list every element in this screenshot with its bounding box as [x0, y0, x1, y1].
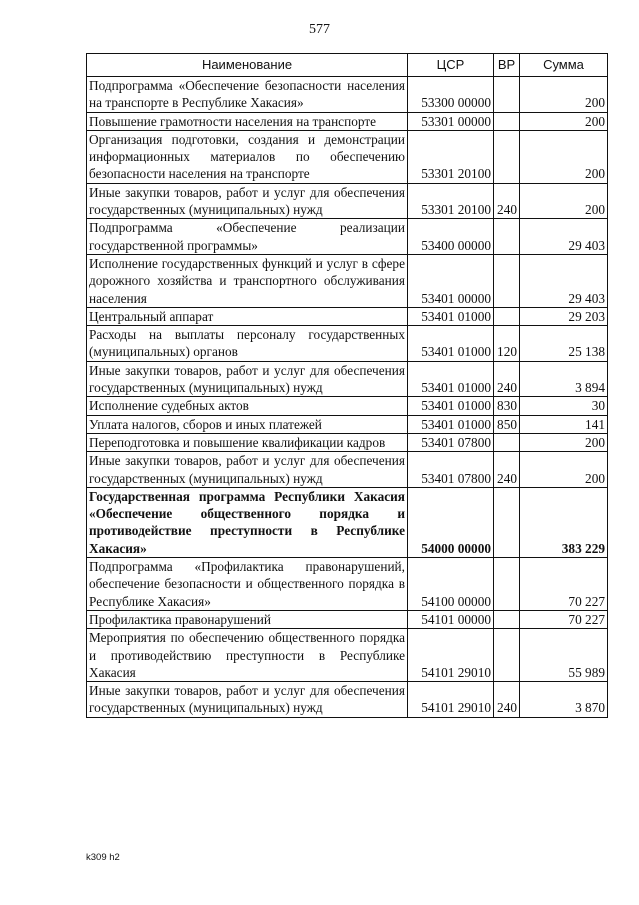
cell-vr [494, 112, 520, 130]
cell-vr [494, 610, 520, 628]
table-row [87, 254, 608, 307]
cell-csr: 53301 20100 [408, 130, 494, 183]
cell-vr [494, 558, 520, 611]
cell-csr: 53401 01000 [408, 307, 494, 325]
cell-vr: 240 [494, 682, 520, 718]
table-row [87, 326, 608, 362]
table-row [87, 307, 608, 325]
cell-vr [494, 307, 520, 325]
cell-name: Иные закупки товаров, работ и услуг для обеспечения государственных (муниципальных) нужд [87, 452, 408, 488]
cell-sum: 29 403 [520, 219, 608, 255]
cell-name: Исполнение государственных функций и услуг в сфере дорожного хозяйства и транспортного обслуживания населения [87, 254, 408, 307]
table-row [87, 487, 608, 557]
table-row [87, 112, 608, 130]
cell-sum: 30 [520, 397, 608, 415]
cell-sum: 3 894 [520, 361, 608, 397]
cell-vr [494, 219, 520, 255]
cell-name: Расходы на выплаты персоналу государственных (муниципальных) органов [87, 326, 408, 362]
cell-vr [494, 487, 520, 557]
header-csr: ЦСР [408, 54, 494, 77]
cell-sum: 141 [520, 415, 608, 433]
cell-vr [494, 433, 520, 451]
cell-csr: 53300 00000 [408, 77, 494, 113]
cell-sum: 25 138 [520, 326, 608, 362]
cell-vr: 240 [494, 183, 520, 219]
cell-name: Мероприятия по обеспечению общественного порядка и противодействию преступности в Республике Хакасия [87, 629, 408, 682]
cell-csr: 53401 01000 [408, 361, 494, 397]
cell-vr [494, 130, 520, 183]
table-row [87, 682, 608, 718]
cell-name: Иные закупки товаров, работ и услуг для обеспечения государственных (муниципальных) нужд [87, 183, 408, 219]
cell-csr: 53401 07800 [408, 433, 494, 451]
table-row [87, 397, 608, 415]
header-sum: Сумма [520, 54, 608, 77]
cell-sum: 200 [520, 112, 608, 130]
cell-sum: 383 229 [520, 487, 608, 557]
table-row [87, 183, 608, 219]
cell-sum: 200 [520, 433, 608, 451]
cell-vr: 240 [494, 452, 520, 488]
table-row [87, 558, 608, 611]
header-vr: ВР [494, 54, 520, 77]
cell-csr: 54101 29010 [408, 629, 494, 682]
cell-sum: 200 [520, 130, 608, 183]
footer-code: k309 h2 [86, 852, 120, 863]
cell-sum: 55 989 [520, 629, 608, 682]
cell-name: Профилактика правонарушений [87, 610, 408, 628]
cell-csr: 53401 01000 [408, 397, 494, 415]
cell-vr [494, 254, 520, 307]
cell-sum: 3 870 [520, 682, 608, 718]
cell-csr: 54101 00000 [408, 610, 494, 628]
budget-table [86, 53, 608, 718]
cell-csr: 53401 01000 [408, 326, 494, 362]
cell-vr [494, 629, 520, 682]
table-row [87, 629, 608, 682]
cell-vr: 240 [494, 361, 520, 397]
cell-vr: 830 [494, 397, 520, 415]
cell-sum: 200 [520, 77, 608, 113]
table-header-row [87, 54, 608, 77]
cell-csr: 54000 00000 [408, 487, 494, 557]
cell-csr: 53401 01000 [408, 415, 494, 433]
table-row [87, 415, 608, 433]
cell-name: Уплата налогов, сборов и иных платежей [87, 415, 408, 433]
cell-vr: 850 [494, 415, 520, 433]
table-row [87, 361, 608, 397]
cell-name: Подпрограмма «Обеспечение реализации государственной программы» [87, 219, 408, 255]
cell-name: Государственная программа Республики Хакасия «Обеспечение общественного порядка и противодействие преступности в Республике Хакасия» [87, 487, 408, 557]
table-row [87, 610, 608, 628]
cell-name: Центральный аппарат [87, 307, 408, 325]
cell-sum: 70 227 [520, 558, 608, 611]
cell-name: Подпрограмма «Профилактика правонарушений, обеспечение безопасности и общественного порядка в Республике Хакасия» [87, 558, 408, 611]
cell-name: Иные закупки товаров, работ и услуг для обеспечения государственных (муниципальных) нужд [87, 361, 408, 397]
table-row [87, 219, 608, 255]
cell-name: Иные закупки товаров, работ и услуг для обеспечения государственных (муниципальных) нужд [87, 682, 408, 718]
cell-vr: 120 [494, 326, 520, 362]
page-number: 577 [309, 22, 330, 37]
cell-name: Исполнение судебных актов [87, 397, 408, 415]
table-row [87, 433, 608, 451]
cell-csr: 53301 20100 [408, 183, 494, 219]
cell-csr: 53301 00000 [408, 112, 494, 130]
cell-name: Повышение грамотности населения на транспорте [87, 112, 408, 130]
cell-name: Подпрограмма «Обеспечение безопасности населения на транспорте в Республике Хакасия» [87, 77, 408, 113]
cell-sum: 29 203 [520, 307, 608, 325]
cell-csr: 53401 07800 [408, 452, 494, 488]
table-row [87, 77, 608, 113]
cell-vr [494, 77, 520, 113]
header-name: Наименование [87, 54, 408, 77]
table-row [87, 130, 608, 183]
cell-csr: 53401 00000 [408, 254, 494, 307]
cell-name: Переподготовка и повышение квалификации кадров [87, 433, 408, 451]
cell-sum: 29 403 [520, 254, 608, 307]
cell-csr: 54101 29010 [408, 682, 494, 718]
cell-csr: 54100 00000 [408, 558, 494, 611]
cell-name: Организация подготовки, создания и демонстрации информационных материалов по обеспечению безопасности населения на транспорте [87, 130, 408, 183]
cell-sum: 200 [520, 452, 608, 488]
table-row [87, 452, 608, 488]
cell-csr: 53400 00000 [408, 219, 494, 255]
cell-sum: 200 [520, 183, 608, 219]
cell-sum: 70 227 [520, 610, 608, 628]
